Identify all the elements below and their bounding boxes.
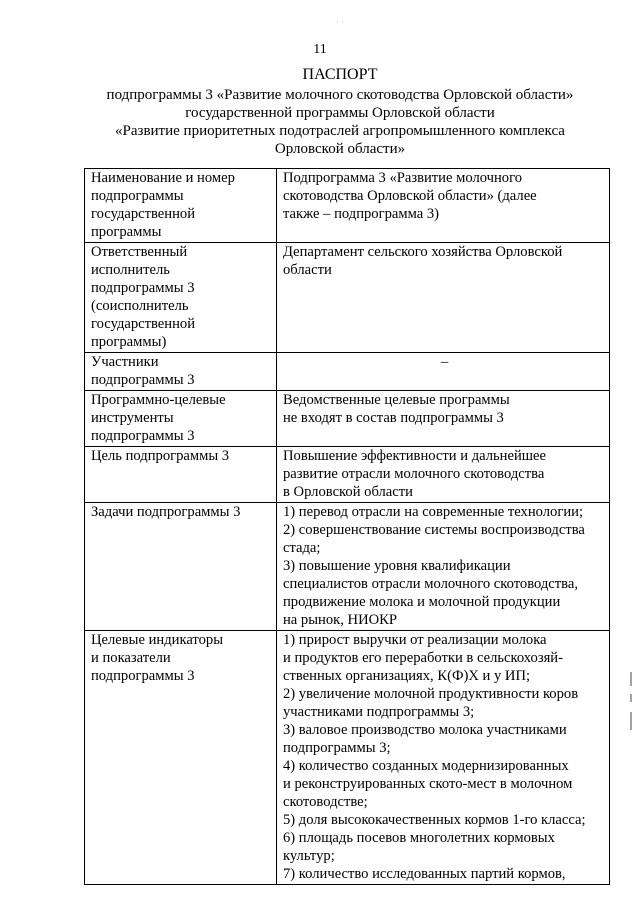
header-line: «Развитие приоритетных подотраслей агропромышленного комплекса (115, 123, 565, 139)
row-value-line: подпрограммы 3; (283, 740, 391, 756)
table-row (85, 353, 610, 391)
row-label-line: Целевые индикаторы (91, 632, 224, 648)
header-line: государственной программы Орловской области (185, 105, 495, 121)
row-value-line: – (440, 354, 449, 370)
row-label-line: государственной (91, 316, 196, 332)
row-value-line: 7) количество исследованных партий кормов, (283, 866, 566, 882)
row-value-line: 3) повышение уровня квалификации (283, 558, 511, 574)
row-label-line: Цель подпрограммы 3 (91, 448, 230, 464)
row-value-line: скотоводстве; (283, 794, 368, 810)
table-row (85, 631, 610, 885)
row-value-cell (277, 353, 610, 391)
row-value-line: Повышение эффективности и дальнейшее (283, 448, 546, 464)
row-value-line: 4) количество созданных модернизированных (283, 758, 569, 774)
row-value-line: 1) прирост выручки от реализации молока (283, 632, 547, 648)
header-line: подпрограммы 3 «Развитие молочного скотоводства Орловской области» (106, 87, 574, 103)
table-row (85, 169, 610, 243)
row-label-line: программы) (91, 334, 167, 350)
row-value-line: 1) перевод отрасли на современные технологии; (283, 504, 584, 520)
document-header (60, 66, 620, 158)
table-row (85, 503, 610, 631)
row-label-line: Наименование и номер (91, 170, 235, 186)
row-value-line: продвижение молока и молочной продукции (283, 594, 561, 610)
row-value-line: 6) площадь посевов многолетних кормовых (283, 830, 555, 846)
row-value-line: также – подпрограмма 3) (283, 206, 440, 222)
row-value-line: развитие отрасли молочного скотоводства (283, 466, 545, 482)
row-label-cell (85, 353, 277, 391)
table-row (85, 391, 610, 447)
row-value-line: Департамент сельского хозяйства Орловской (283, 244, 563, 260)
row-value-line: 2) совершенствование системы воспроизводства (283, 522, 585, 538)
row-value-line: Ведомственные целевые программы (283, 392, 510, 408)
table-row (85, 243, 610, 353)
row-label-line: подпрограммы 3 (91, 372, 195, 388)
row-value-line: области (283, 262, 332, 278)
row-label-cell (85, 503, 277, 631)
page-number: 11 (313, 42, 327, 57)
row-value-cell (277, 169, 610, 243)
row-value-cell (277, 243, 610, 353)
row-value-line: участниками подпрограммы 3; (283, 704, 475, 720)
row-value-line: ственных организациях, К(Ф)Х и у ИП; (283, 668, 531, 684)
row-label-line: подпрограммы 3 (91, 428, 195, 444)
row-label-cell (85, 169, 277, 243)
row-value-cell (277, 631, 610, 885)
row-label-line: подпрограммы (91, 188, 184, 204)
row-value-line: специалистов отрасли молочного скотоводства, (283, 576, 578, 592)
row-value-line: 3) валовое производство молока участниками (283, 722, 567, 738)
row-value-line: 5) доля высококачественных кормов 1-го класса; (283, 812, 586, 828)
scan-speck: · · (336, 17, 345, 27)
row-value-line: не входят в состав подпрограммы 3 (283, 410, 504, 426)
row-label-line: Задачи подпрограммы 3 (91, 504, 241, 520)
row-label-line: инструменты (91, 410, 174, 426)
row-label-cell (85, 447, 277, 503)
row-value-line: стада; (283, 540, 321, 556)
row-label-line: (соисполнитель (91, 298, 189, 314)
row-value-cell (277, 503, 610, 631)
row-label-cell (85, 631, 277, 885)
row-label-line: подпрограммы 3 (91, 280, 195, 296)
row-value-line: 2) увеличение молочной продуктивности коров (283, 686, 579, 702)
row-label-line: и показатели (91, 650, 171, 666)
row-value-line: и реконструированных ското-мест в молочном (283, 776, 573, 792)
row-value-line: и продуктов его переработки в сельскохозяй- (283, 650, 563, 666)
row-label-line: программы (91, 224, 162, 240)
row-value-cell (277, 447, 610, 503)
row-label-line: подпрограммы 3 (91, 668, 195, 684)
passport-table (84, 168, 610, 885)
row-value-line: культур; (283, 848, 335, 864)
document-title: ПАСПОРТ (302, 66, 378, 83)
row-value-line: скотоводства Орловской области» (далее (283, 188, 537, 204)
row-value-line: на рынок, НИОКР (283, 612, 397, 628)
row-value-cell (277, 391, 610, 447)
row-value-line: Подпрограмма 3 «Развитие молочного (283, 170, 523, 186)
row-label-line: Ответственный (91, 244, 188, 260)
row-label-line: Участники (91, 354, 159, 370)
row-label-line: Программно-целевые (91, 392, 226, 408)
header-line: Орловской области» (274, 141, 406, 157)
table-row (85, 447, 610, 503)
row-label-cell (85, 391, 277, 447)
row-label-line: государственной (91, 206, 196, 222)
row-label-cell (85, 243, 277, 353)
scan-edge-mark (628, 672, 634, 732)
row-value-line: в Орловской области (283, 484, 413, 500)
row-label-line: исполнитель (91, 262, 170, 278)
